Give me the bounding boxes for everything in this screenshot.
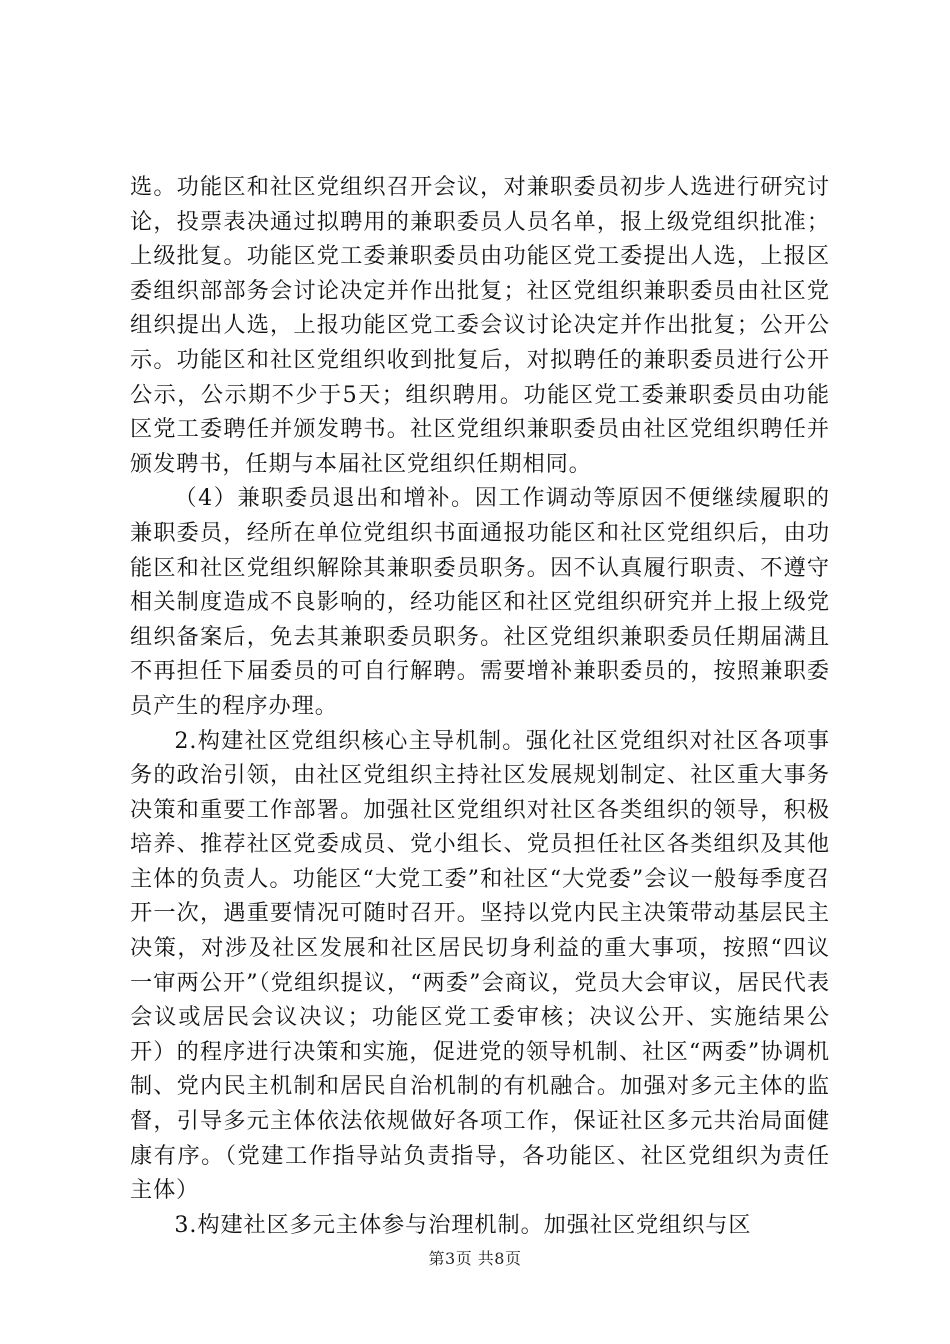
paragraph-3: 2.构建社区党组织核心主导机制。强化社区党组织对社区各项事务的政治引领，由社区党组织主持社区发展规划制定、社区重大事务决策和重要工作部署。加强社区党组织对社区各类组织的领导，积极培养、推荐社区党委成员、党小组长、党员担任社区各类组织及其他主体的负责人。功能区“大党工委”和社区“大党委”会议一般每季度召开一次，遇重要情况可随时召开。坚持以党内民主决策带动基层民主决策，对涉及社区发展和社区居民切身利益的重大事项，按照“四议一审两公开”（党组织提议，“两委”会商议，党员大会审议，居民代表会议或居民会议决议；功能区党工委审核；决议公开、实施结果公开）的程序进行决策和实施，促进党的领导机制、社区“两委”协调机制、党内民主机制和居民自治机制的有机融合。加强对多元主体的监督，引导多元主体依法依规做好各项工作，保证社区多元共治局面健康有序。（党建工作指导站负责指导，各功能区、社区党组织为责任主体）: [130, 727, 830, 1204]
paragraph-4: 3.构建社区多元主体参与治理机制。加强社区党组织与区: [174, 1211, 752, 1238]
document-body: [130, 170, 830, 1242]
paragraph-2: （4）兼职委员退出和增补。因工作调动等原因不便继续履职的兼职委员，经所在单位党组织书面通报功能区和社区党组织后，由功能区和社区党组织解除其兼职委员职务。因不认真履行职责、不遵守相关制度造成不良影响的，经功能区和社区党组织研究并上报上级党组织备案后，免去其兼职委员职务。社区党组织兼职委员任期届满且不再担任下届委员的可自行解聘。需要增补兼职委员的，按照兼职委员产生的程序办理。: [130, 485, 830, 719]
page-number-footer: 第3页 共8页: [428, 1249, 522, 1268]
paragraph-1: 选。功能区和社区党组织召开会议，对兼职委员初步人选进行研究讨论，投票表决通过拟聘用的兼职委员人员名单，报上级党组织批准；上级批复。功能区党工委兼职委员由功能区党工委提出人选，上报区委组织部部务会讨论决定并作出批复；社区党组织兼职委员由社区党组织提出人选，上报功能区党工委会议讨论决定并作出批复；公开公示。功能区和社区党组织收到批复后，对拟聘任的兼职委员进行公开公示，公示期不少于5天；组织聘用。功能区党工委兼职委员由功能区党工委聘任并颁发聘书。社区党组织兼职委员由社区党组织聘任并颁发聘书，任期与本届社区党组织任期相同。: [130, 174, 830, 477]
